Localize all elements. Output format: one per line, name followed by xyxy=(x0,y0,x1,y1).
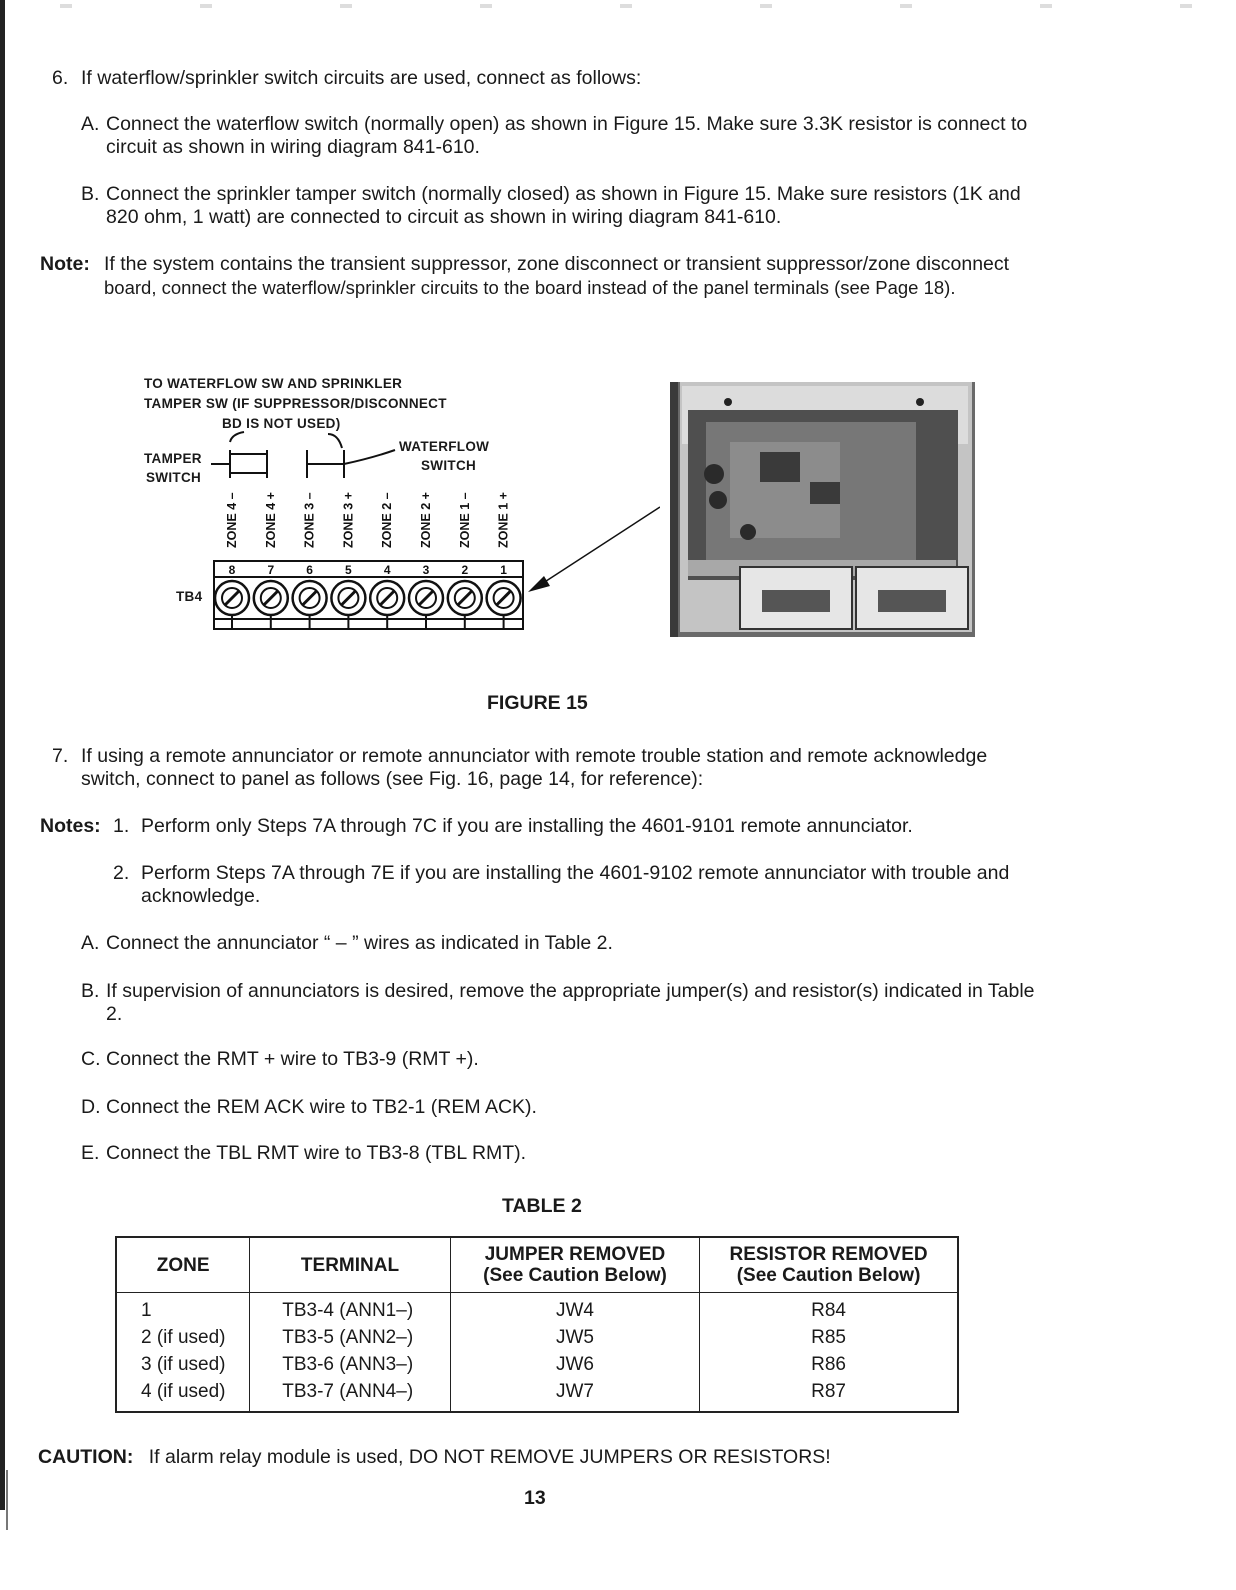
step-7e-letter: E. xyxy=(81,1142,100,1164)
waterflow-label-line1: WATERFLOW xyxy=(399,439,490,454)
notes-2-number: 2. xyxy=(113,862,130,884)
terminal-screw xyxy=(215,581,249,629)
terminal-number: 6 xyxy=(306,563,313,577)
terminal-screw xyxy=(293,581,327,629)
cell-resistor: R85 xyxy=(700,1324,958,1351)
cell-resistor: R87 xyxy=(700,1378,958,1412)
terminal-number: 7 xyxy=(267,563,275,577)
wiring-diagram xyxy=(140,372,660,642)
terminal-number: 4 xyxy=(383,563,391,577)
step-6b-line2: 820 ohm, 1 watt) are connected to circuit as shown in wiring diagram 841-610. xyxy=(106,206,782,228)
figure-header-line1: TO WATERFLOW SW AND SPRINKLER xyxy=(144,376,403,391)
note-line1: If the system contains the transient suppressor, zone disconnect or transient suppressor/zone disconnect xyxy=(104,253,1010,275)
step-7b-line1: If supervision of annunciators is desired, remove the appropriate jumper(s) and resistor(s) indicated in Table xyxy=(106,980,1035,1002)
zone-label: ZONE 3 + xyxy=(341,492,356,548)
page-number: 13 xyxy=(524,1487,546,1509)
zone-label: ZONE 4 – xyxy=(225,492,239,548)
notes-2-line1: Perform Steps 7A through 7E if you are installing the 4601-9102 remote annunciator with trouble and xyxy=(141,862,1010,884)
step-7b-line2: 2. xyxy=(106,1003,123,1025)
cell-resistor: R86 xyxy=(700,1351,958,1378)
table-2 xyxy=(115,1236,959,1413)
arrow-head xyxy=(528,576,550,592)
waterflow-label-line2: SWITCH xyxy=(421,458,477,473)
step-6a-letter: A. xyxy=(81,113,100,135)
cell-zone: 1 xyxy=(116,1293,250,1325)
zone-label: ZONE 1 + xyxy=(496,492,511,548)
step-7a-text: Connect the annunciator “ – ” wires as indicated in Table 2. xyxy=(106,932,613,954)
step-7c-letter: C. xyxy=(81,1048,101,1070)
table-2-title: TABLE 2 xyxy=(502,1195,582,1217)
caution xyxy=(38,1446,831,1469)
cell-zone: 4 (if used) xyxy=(116,1378,250,1412)
table-row xyxy=(116,1324,958,1351)
table-row xyxy=(116,1293,958,1325)
notes-label: Notes: xyxy=(40,815,101,837)
cell-jumper: JW4 xyxy=(450,1293,699,1325)
tb4-label: TB4 xyxy=(176,589,203,604)
zone-label: ZONE 2 + xyxy=(419,492,433,548)
notes-1-text: Perform only Steps 7A through 7C if you are installing the 4601-9101 remote annunciator. xyxy=(141,815,913,837)
caution-label: CAUTION: xyxy=(38,1446,134,1468)
zone-label: ZONE 2 – xyxy=(380,492,395,548)
step-6-number: 6. xyxy=(52,67,69,89)
cell-resistor: R84 xyxy=(700,1293,958,1325)
step-6-text: If waterflow/sprinkler switch circuits are used, connect as follows: xyxy=(81,67,642,89)
header-resistor xyxy=(700,1237,958,1293)
zone-label: ZONE 4 + xyxy=(263,492,278,548)
cell-terminal: TB3-5 (ANN2–) xyxy=(250,1324,451,1351)
cell-terminal: TB3-7 (ANN4–) xyxy=(250,1378,451,1412)
header-jumper-line2: (See Caution Below) xyxy=(483,1265,667,1286)
step-7c-text: Connect the RMT + wire to TB3-9 (RMT +). xyxy=(106,1048,479,1070)
step-7-number: 7. xyxy=(52,745,69,767)
scan-noise xyxy=(0,4,1236,8)
zone-label: ZONE 3 – xyxy=(302,492,317,548)
terminal-number: 5 xyxy=(345,563,352,577)
terminal-number: 3 xyxy=(422,563,430,577)
note-line2: board, connect the waterflow/sprinkler circuits to the board instead of the panel terminals (see Page 18). xyxy=(104,277,956,298)
pointer-arrow xyxy=(540,507,660,585)
cell-terminal: TB3-4 (ANN1–) xyxy=(250,1293,451,1325)
terminal-screw xyxy=(331,581,365,629)
step-7-line2: switch, connect to panel as follows (see Fig. 16, page 14, for reference): xyxy=(81,768,704,790)
cell-jumper: JW5 xyxy=(450,1324,699,1351)
notes-2-line2: acknowledge. xyxy=(141,885,261,907)
header-zone: ZONE xyxy=(116,1237,250,1293)
tamper-label-line2: SWITCH xyxy=(146,470,202,485)
terminal-screw xyxy=(487,581,521,629)
terminal-screws xyxy=(215,581,521,629)
step-6b-letter: B. xyxy=(81,183,100,205)
terminal-screw xyxy=(370,581,404,629)
header-terminal: TERMINAL xyxy=(250,1237,451,1293)
header-resistor-line1: RESISTOR REMOVED xyxy=(729,1244,928,1265)
panel-photo xyxy=(670,382,975,637)
step-7b-letter: B. xyxy=(81,980,100,1002)
figure-caption: FIGURE 15 xyxy=(487,692,588,714)
table-header-row xyxy=(116,1237,958,1293)
notes-1-number: 1. xyxy=(113,815,130,837)
cell-terminal: TB3-6 (ANN3–) xyxy=(250,1351,451,1378)
step-6b-line1: Connect the sprinkler tamper switch (normally closed) as shown in Figure 15. Make sure resistors (1K and xyxy=(106,183,1021,205)
zone-label: ZONE 1 – xyxy=(457,492,472,548)
terminal-number: 2 xyxy=(461,563,469,577)
caution-text: If alarm relay module is used, DO NOT REMOVE JUMPERS OR RESISTORS! xyxy=(148,1446,831,1468)
scan-edge xyxy=(0,0,5,1510)
cell-zone: 2 (if used) xyxy=(116,1324,250,1351)
step-7d-letter: D. xyxy=(81,1096,101,1118)
scan-edge-mark xyxy=(6,1470,8,1530)
cell-jumper: JW6 xyxy=(450,1351,699,1378)
note-label: Note: xyxy=(40,253,90,275)
table-row xyxy=(116,1378,958,1412)
table-row xyxy=(116,1351,958,1378)
cell-jumper: JW7 xyxy=(450,1378,699,1412)
terminal-screw xyxy=(409,581,443,629)
header-jumper xyxy=(450,1237,699,1293)
step-7d-text: Connect the REM ACK wire to TB2-1 (REM ACK). xyxy=(106,1096,537,1118)
tamper-label-line1: TAMPER xyxy=(144,451,202,466)
figure-header-line3: BD IS NOT USED) xyxy=(222,416,341,431)
step-7a-letter: A. xyxy=(81,932,100,954)
figure-15 xyxy=(140,372,990,642)
header-resistor-line2: (See Caution Below) xyxy=(736,1265,921,1286)
figure-header-line2: TAMPER SW (IF SUPPRESSOR/DISCONNECT xyxy=(144,396,447,411)
step-6a-line2: circuit as shown in wiring diagram 841-610. xyxy=(106,136,480,158)
cell-zone: 3 (if used) xyxy=(116,1351,250,1378)
terminal-screw xyxy=(254,581,288,629)
terminal-number: 8 xyxy=(228,563,236,577)
step-7-line1: If using a remote annunciator or remote annunciator with remote trouble station and remote acknowledge xyxy=(81,745,988,767)
terminal-number: 1 xyxy=(500,563,507,577)
header-jumper-line1: JUMPER REMOVED xyxy=(484,1244,666,1265)
step-7e-text: Connect the TBL RMT wire to TB3-8 (TBL RMT). xyxy=(106,1142,527,1164)
step-6a-line1: Connect the waterflow switch (normally open) as shown in Figure 15. Make sure 3.3K resistor is connect to xyxy=(106,113,1028,135)
terminal-screw xyxy=(448,581,482,629)
